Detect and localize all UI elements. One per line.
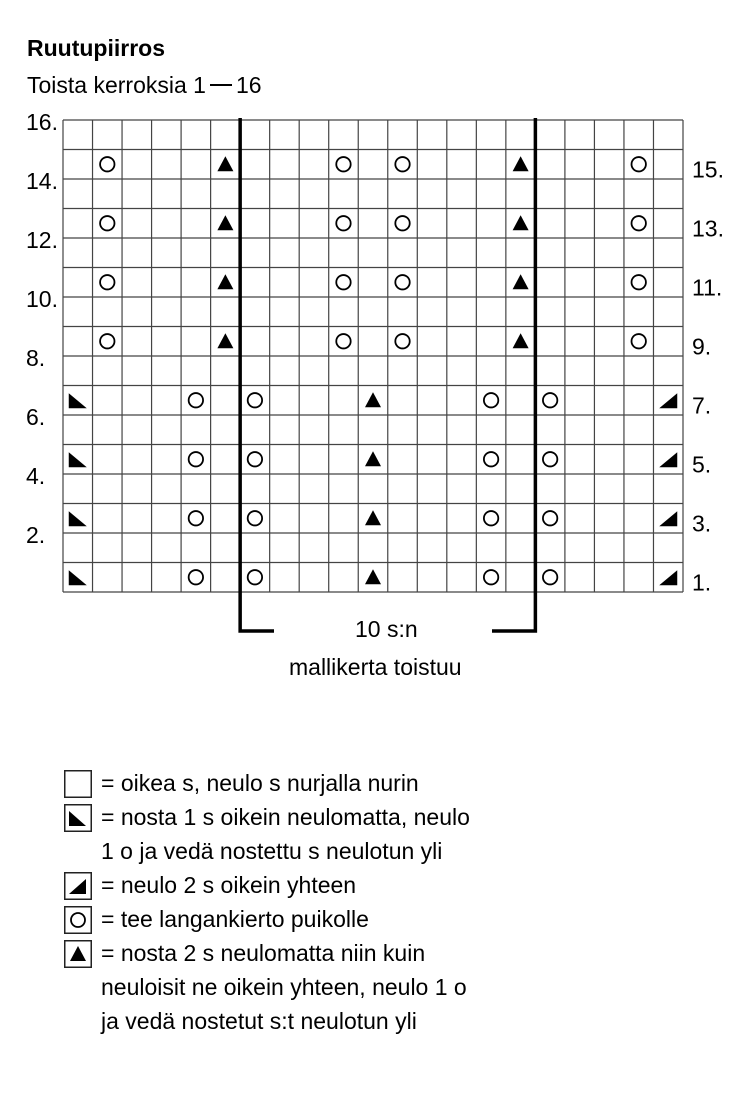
yarn-over-symbol (336, 275, 350, 289)
k2tog-icon (64, 872, 92, 900)
legend-text-double-decrease: = nosta 2 s neulomatta niin kuin neuloisit ne oikein yhteen, neulo 1 o ja vedä nostetut s:t neulotun yli (101, 940, 467, 1034)
legend-text-knit: = oikea s, neulo s nurjalla nurin (101, 770, 419, 796)
yarn-over-symbol (248, 452, 262, 466)
yarn-over-symbol (189, 452, 203, 466)
row-label-right: 7. (692, 392, 712, 419)
yarn-over-symbol (543, 511, 557, 525)
row-label-left: 14. (26, 167, 58, 194)
ssk-icon (64, 804, 92, 832)
repeat-caption-count: 10 s:n (355, 616, 418, 642)
yarn-over-symbol (189, 570, 203, 584)
row-label-right: 3. (692, 510, 712, 537)
double-decrease-icon (64, 940, 92, 968)
row-label-left: 4. (26, 462, 46, 489)
row-label-right: 13. (692, 215, 724, 242)
row-label-right: 1. (692, 569, 712, 596)
yarn-over-symbol (189, 511, 203, 525)
yarn-over-symbol (336, 216, 350, 230)
yarn-over-symbol (100, 334, 114, 348)
yarn-over-symbol (543, 393, 557, 407)
chart-subtitle: Toista kerroksia 1 16 (27, 72, 262, 98)
yarn-over-symbol (248, 511, 262, 525)
row-label-right: 9. (692, 333, 712, 360)
yarn-over-symbol (100, 275, 114, 289)
legend-text-k2tog: = neulo 2 s oikein yhteen (101, 872, 357, 898)
legend-text-yarn-over: = tee langankierto puikolle (101, 906, 369, 932)
yarn-over-symbol (632, 157, 646, 171)
yarn-over-symbol (632, 216, 646, 230)
yarn-over-symbol (248, 570, 262, 584)
row-label-left: 8. (26, 344, 46, 371)
row-label-left: 12. (26, 226, 58, 253)
yarn-over-symbol (484, 452, 498, 466)
yarn-over-symbol (543, 452, 557, 466)
row-label-right: 5. (692, 451, 712, 478)
yarn-over-symbol (484, 570, 498, 584)
row-label-left: 10. (26, 285, 58, 312)
row-label-right: 15. (692, 156, 724, 183)
row-label-right: 11. (692, 274, 723, 301)
yarn-over-symbol (395, 157, 409, 171)
yarn-over-symbol (395, 334, 409, 348)
yarn-over-symbol (248, 393, 262, 407)
yarn-over-symbol (395, 275, 409, 289)
repeat-caption-text: mallikerta toistuu (289, 654, 462, 680)
yarn-over-symbol (100, 157, 114, 171)
yarn-over-symbol (484, 393, 498, 407)
row-label-left: 16. (26, 108, 58, 135)
legend-text-ssk: = nosta 1 s oikein neulomatta, neulo 1 o ja vedä nostettu s neulotun yli (101, 804, 470, 864)
yarn-over-symbol (395, 216, 409, 230)
yarn-over-icon (64, 906, 92, 934)
yarn-over-symbol (189, 393, 203, 407)
yarn-over-symbol (632, 275, 646, 289)
row-label-left: 6. (26, 403, 46, 430)
yarn-over-symbol (632, 334, 646, 348)
yarn-over-symbol (484, 511, 498, 525)
row-label-left: 2. (26, 521, 46, 548)
chart-title: Ruutupiirros (27, 35, 165, 61)
yarn-over-symbol (543, 570, 557, 584)
yarn-over-symbol (336, 334, 350, 348)
yarn-over-symbol (100, 216, 114, 230)
empty-square-icon (64, 770, 92, 798)
yarn-over-symbol (336, 157, 350, 171)
